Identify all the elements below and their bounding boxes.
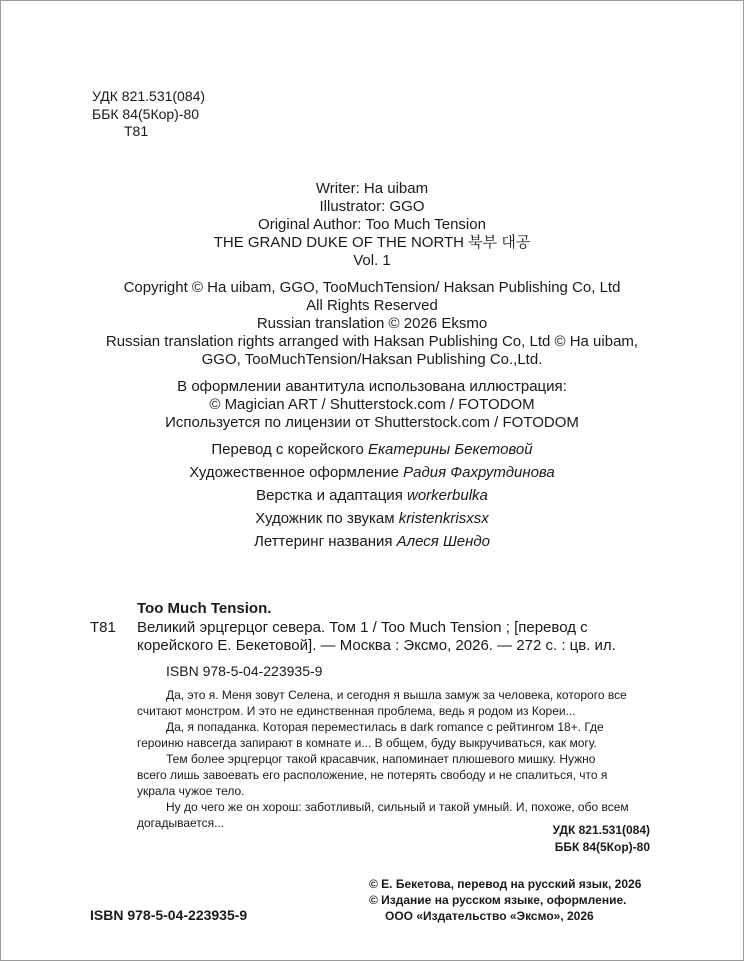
copyright-line-5: GGO, TooMuchTension/Haksan Publishing Co.,Ltd.: [201, 351, 543, 368]
staff-sound-artist: Художник по звукам kristenkrisxsx: [255, 510, 489, 527]
original-title-line: THE GRAND DUKE OF THE NORTH 북부 대공: [213, 234, 531, 251]
isbn-bottom: ISBN 978-5-04-223935-9: [90, 907, 248, 923]
annotation-line: Ну до чего же он хорош: заботливый, сильный и такой умный. И, похоже, обо всем: [166, 800, 629, 814]
bib-isbn: ISBN 978-5-04-223935-9: [166, 663, 323, 679]
volume-line: Vol. 1: [353, 252, 391, 269]
staff-translation: Перевод с корейского Екатерины Бекетовой: [211, 441, 533, 458]
staff-lettering: Леттеринг названия Алеся Шендо: [253, 533, 491, 550]
bib-entry-line-1: Великий эрцгерцог севера. Том 1 / Too Much Tension ; [перевод с: [137, 619, 588, 636]
staff-design: Художественное оформление Радия Фахрутдинова: [189, 464, 555, 481]
staff-layout: Верстка и адаптация workerbulka: [256, 487, 488, 504]
bib-code: Т81: [90, 619, 116, 636]
annotation-line: считают монстром. И это не единственная проблема, ведь я родом из Кореи...: [137, 704, 576, 718]
writer-line: Writer: Ha uibam: [315, 180, 429, 197]
rights-line-3: ООО «Издательство «Эксмо», 2026: [385, 909, 594, 923]
copyright-line-3: Russian translation © 2026 Eksmo: [256, 315, 488, 332]
copyright-line-2: All Rights Reserved: [306, 297, 438, 314]
footer-udk: УДК 821.531(084): [552, 823, 650, 837]
original-author-line: Original Author: Too Much Tension: [258, 216, 486, 233]
cover-illustration-line-2: © Magician ART / Shutterstock.com / FOTODOM: [209, 396, 535, 413]
copyright-line-1: Copyright © Ha uibam, GGO, TooMuchTension/ Haksan Publishing Co, Ltd: [123, 279, 621, 296]
bib-author-heading: Too Much Tension.: [137, 600, 272, 617]
rights-line-1: © Е. Бекетова, перевод на русский язык, 2026: [369, 877, 642, 891]
copyright-line-4: Russian translation rights arranged with Haksan Publishing Co, Ltd © Ha uibam,: [105, 333, 639, 350]
author-mark: Т81: [124, 123, 149, 139]
footer-bbk: ББК 84(5Кор)-80: [554, 840, 650, 854]
annotation-line: Да, это я. Меня зовут Селена, и сегодня я вышла замуж за человека, которого все: [166, 688, 627, 702]
annotation-line: героиню навсегда запирают в комнате и... В общем, буду выкручиваться, как могу.: [137, 736, 597, 750]
annotation-line: Да, я попаданка. Которая переместилась в dark romance с рейтингом 18+. Где: [166, 720, 604, 734]
annotation-line: Тем более эрцгерцог такой красавчик, напоминает плюшевого мишку. Нужно: [166, 752, 596, 766]
rights-line-2: © Издание на русском языке, оформление.: [369, 893, 627, 907]
illustrator-line: Illustrator: GGO: [319, 198, 425, 215]
annotation-line: всего лишь завоевать его расположение, не потерять свободу и не спалиться, что я: [137, 768, 608, 782]
annotation-line: догадывается...: [137, 816, 225, 830]
bbk-code: ББК 84(5Кор)-80: [92, 106, 200, 122]
cover-illustration-line-3: Используется по лицензии от Shutterstock.com / FOTODOM: [165, 414, 579, 431]
cover-illustration-line-1: В оформлении авантитула использована иллюстрация:: [177, 378, 567, 395]
bib-entry-line-2: корейского Е. Бекетовой]. — Москва : Эксмо, 2026. — 272 с. : цв. ил.: [137, 637, 616, 654]
udk-code: УДК 821.531(084): [92, 88, 206, 104]
annotation-line: украла чужое тело.: [137, 784, 245, 798]
